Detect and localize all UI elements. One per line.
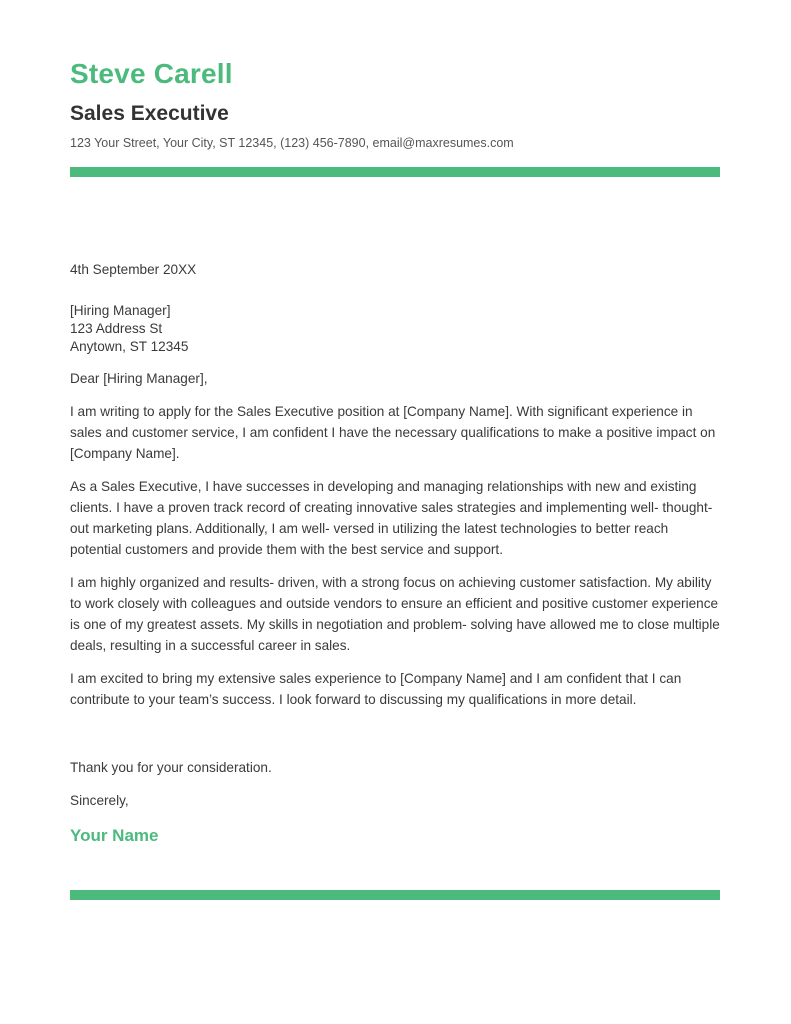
salutation: Dear [Hiring Manager], <box>70 371 208 386</box>
recipient-address <box>70 302 188 356</box>
job-title: Sales Executive <box>70 102 229 125</box>
footer-divider <box>70 890 720 900</box>
letter-date: 4th September 20XX <box>70 262 197 277</box>
thanks-line: Thank you for your consideration. <box>70 760 272 775</box>
contact-info: 123 Your Street, Your City, ST 12345, (123) 456-7890, email@maxresumes.com <box>70 136 514 150</box>
body-paragraph-1: I am writing to apply for the Sales Executive position at [Company Name]. With significant experience in sales and customer service, I am confident I have the necessary qualifications to make a positive impact on [Company Name]. <box>70 404 716 461</box>
recipient-line-3: Anytown, ST 12345 <box>70 339 189 354</box>
body-paragraph-3: I am highly organized and results- driven, with a strong focus on achieving customer satisfaction. My ability to work closely with colleagues and outside vendors to ensure an efficient and positive customer experience is one of my greatest assets. My skills in negotiation and problem- solving have allowed me to close multiple deals, resulting in a successful career in sales. <box>70 575 720 653</box>
header-divider <box>70 167 720 177</box>
signature-name: Your Name <box>70 826 159 845</box>
body-paragraph-2: As a Sales Executive, I have successes in developing and managing relationships with new and existing clients. I have a proven track record of creating innovative sales strategies and implementing well- thought- out marketing plans. Additionally, I am well- versed in utilizing the latest technologies to better reach potential customers and provide them with the best service and support. <box>70 479 713 557</box>
letter-body <box>70 401 720 722</box>
closing: Sincerely, <box>70 793 129 808</box>
body-paragraph-4: I am excited to bring my extensive sales experience to [Company Name] and I am confident that I can contribute to your team’s success. I look forward to discussing my qualifications in more detail. <box>70 671 682 707</box>
recipient-line-2: 123 Address St <box>70 321 163 336</box>
recipient-line-1: [Hiring Manager] <box>70 303 171 318</box>
applicant-name: Steve Carell <box>70 58 233 89</box>
